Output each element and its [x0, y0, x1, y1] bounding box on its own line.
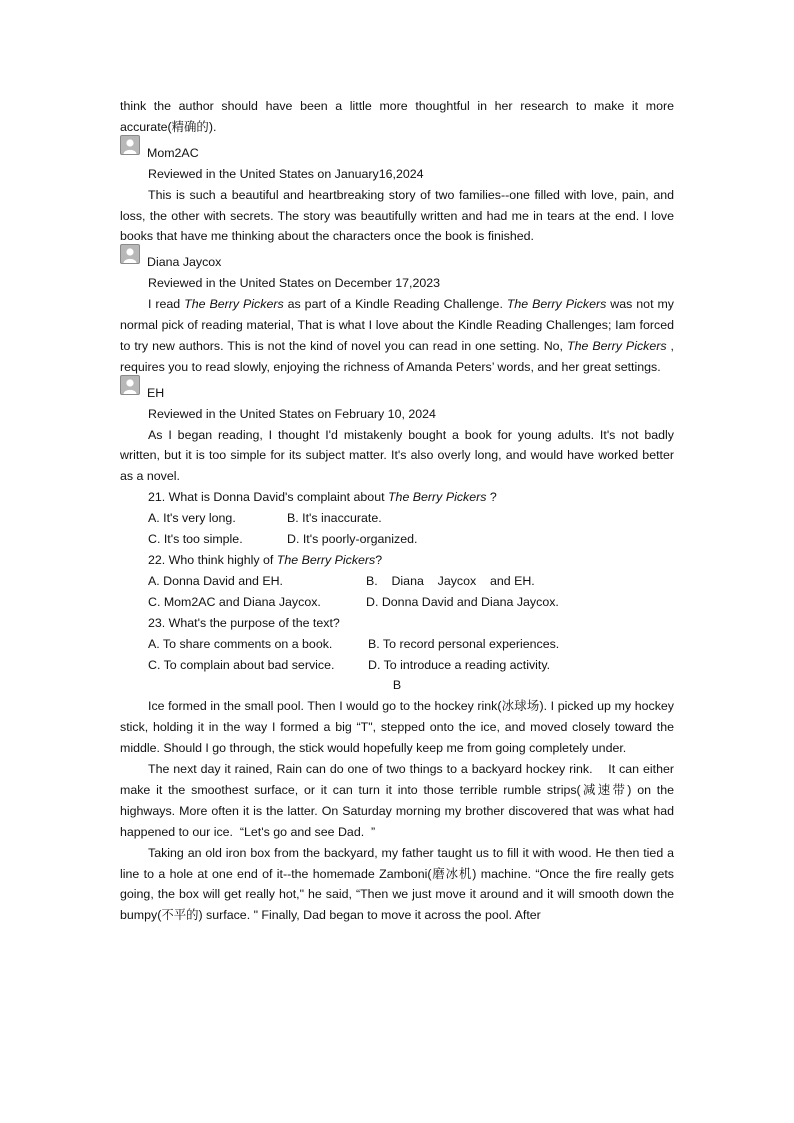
option-b: B. To record personal experiences. — [368, 636, 560, 651]
question-stem: 23. What's the purpose of the text? — [148, 615, 340, 630]
user-avatar-icon — [120, 135, 140, 155]
book-title: The Berry Pickers — [387, 490, 487, 505]
book-title: The Berry Pickers — [276, 552, 376, 567]
reviewer-name: Mom2AC — [147, 145, 199, 160]
option-a: A. Donna David and EH. — [148, 573, 283, 588]
option-a: A. To share comments on a book. — [148, 636, 333, 651]
reviewer-name: EH — [147, 385, 165, 400]
question-options — [120, 592, 674, 613]
option-d: D. To introduce a reading activity. — [368, 657, 551, 672]
review-body: This is such a beautiful and heartbreaking story of two families--one filled with love, pain, and loss, the other with secrets. The story was beautifully written and had me in tears at the end. I love books that have me thinking about the characters once the book is finished. — [120, 187, 674, 244]
question-options — [120, 634, 674, 655]
option-c: C. To complain about bad service. — [148, 657, 335, 672]
question-stem: 21. What is Donna David's complaint about The Berry Pickers ? — [148, 490, 497, 505]
book-title: The Berry Pickers — [184, 297, 284, 312]
intro-paragraph: think the author should have been a little more thoughtful in her research to make it more accurate(精确的). — [120, 99, 674, 134]
reviewer-header — [120, 252, 674, 273]
review-body: As I began reading, I thought I'd mistakenly bought a book for young adults. It's not badly written, but it is too simple for its subject matter. It's also overly long, and would have worked better as a novel. — [120, 427, 674, 484]
reviewer-name: Diana Jaycox — [147, 255, 222, 270]
reviewer-header — [120, 383, 674, 404]
question-options — [120, 655, 674, 676]
option-d: D. It's poorly-organized. — [287, 532, 418, 547]
book-title: The Berry Pickers — [506, 297, 607, 312]
review-date: Reviewed in the United States on December 17,2023 — [148, 276, 441, 291]
review-date: Reviewed in the United States on February 10, 2024 — [148, 406, 436, 421]
passage-paragraph: Taking an old iron box from the backyard, my father taught us to fill it with wood. He then tied a line to a hole at one end of it--the homemade Zamboni(磨冰机) machine. “Once the fire really gets going, the box will get really hot," he said, “Then we just move it around and it will smooth down the bumpy(不平的) surface. " Finally, Dad began to move it across the pool. After — [120, 845, 674, 923]
review-body: I read The Berry Pickers as part of a Kindle Reading Challenge. The Berry Pickers was not my normal pick of reading material, That is what I love about the Kindle Reading Challenges; Iam forced to try new authors. This is not the kind of novel you can read in one setting. No, The Berry Pickers , requires you to read slowly, enjoying the richness of Amanda Peters’ words, and her great settings. — [120, 297, 674, 374]
question-options — [120, 571, 674, 592]
option-d: D. Donna David and Diana Jaycox. — [366, 594, 559, 609]
question-options — [120, 529, 674, 550]
option-a: A. It's very long. — [148, 511, 236, 526]
book-title: The Berry Pickers — [567, 338, 667, 353]
option-b: B. It's inaccurate. — [287, 511, 382, 526]
option-c: C. Mom2AC and Diana Jaycox. — [148, 594, 321, 609]
user-avatar-icon — [120, 244, 140, 264]
option-c: C. It's too simple. — [148, 532, 243, 547]
question-stem: 22. Who think highly of The Berry Pickers? — [148, 552, 383, 567]
review-date: Reviewed in the United States on January16,2024 — [148, 166, 424, 181]
section-heading: B — [392, 678, 402, 693]
passage-paragraph: The next day it rained, Rain can do one of two things to a backyard hockey rink. It can either make it the smoothest surface, or it can turn it into those terrible rumble strips(减速带) on the highways. More often it is the latter. On Saturday morning my brother discovered that was what had happened to our ice. “Let's go and see Dad. ” — [120, 762, 678, 839]
document-page — [120, 96, 678, 926]
question-options — [120, 508, 674, 529]
reviewer-header — [120, 143, 674, 164]
option-b: B. Diana Jaycox and EH. — [366, 573, 535, 588]
user-avatar-icon — [120, 375, 140, 395]
passage-paragraph: Ice formed in the small pool. Then I would go to the hockey rink(冰球场). I picked up my hockey stick, holding it in the way I formed a big “T", stepped onto the ice, and moved closely toward the middle. Should I go through, the stick would hopefully keep me from going completely under. — [120, 699, 674, 756]
